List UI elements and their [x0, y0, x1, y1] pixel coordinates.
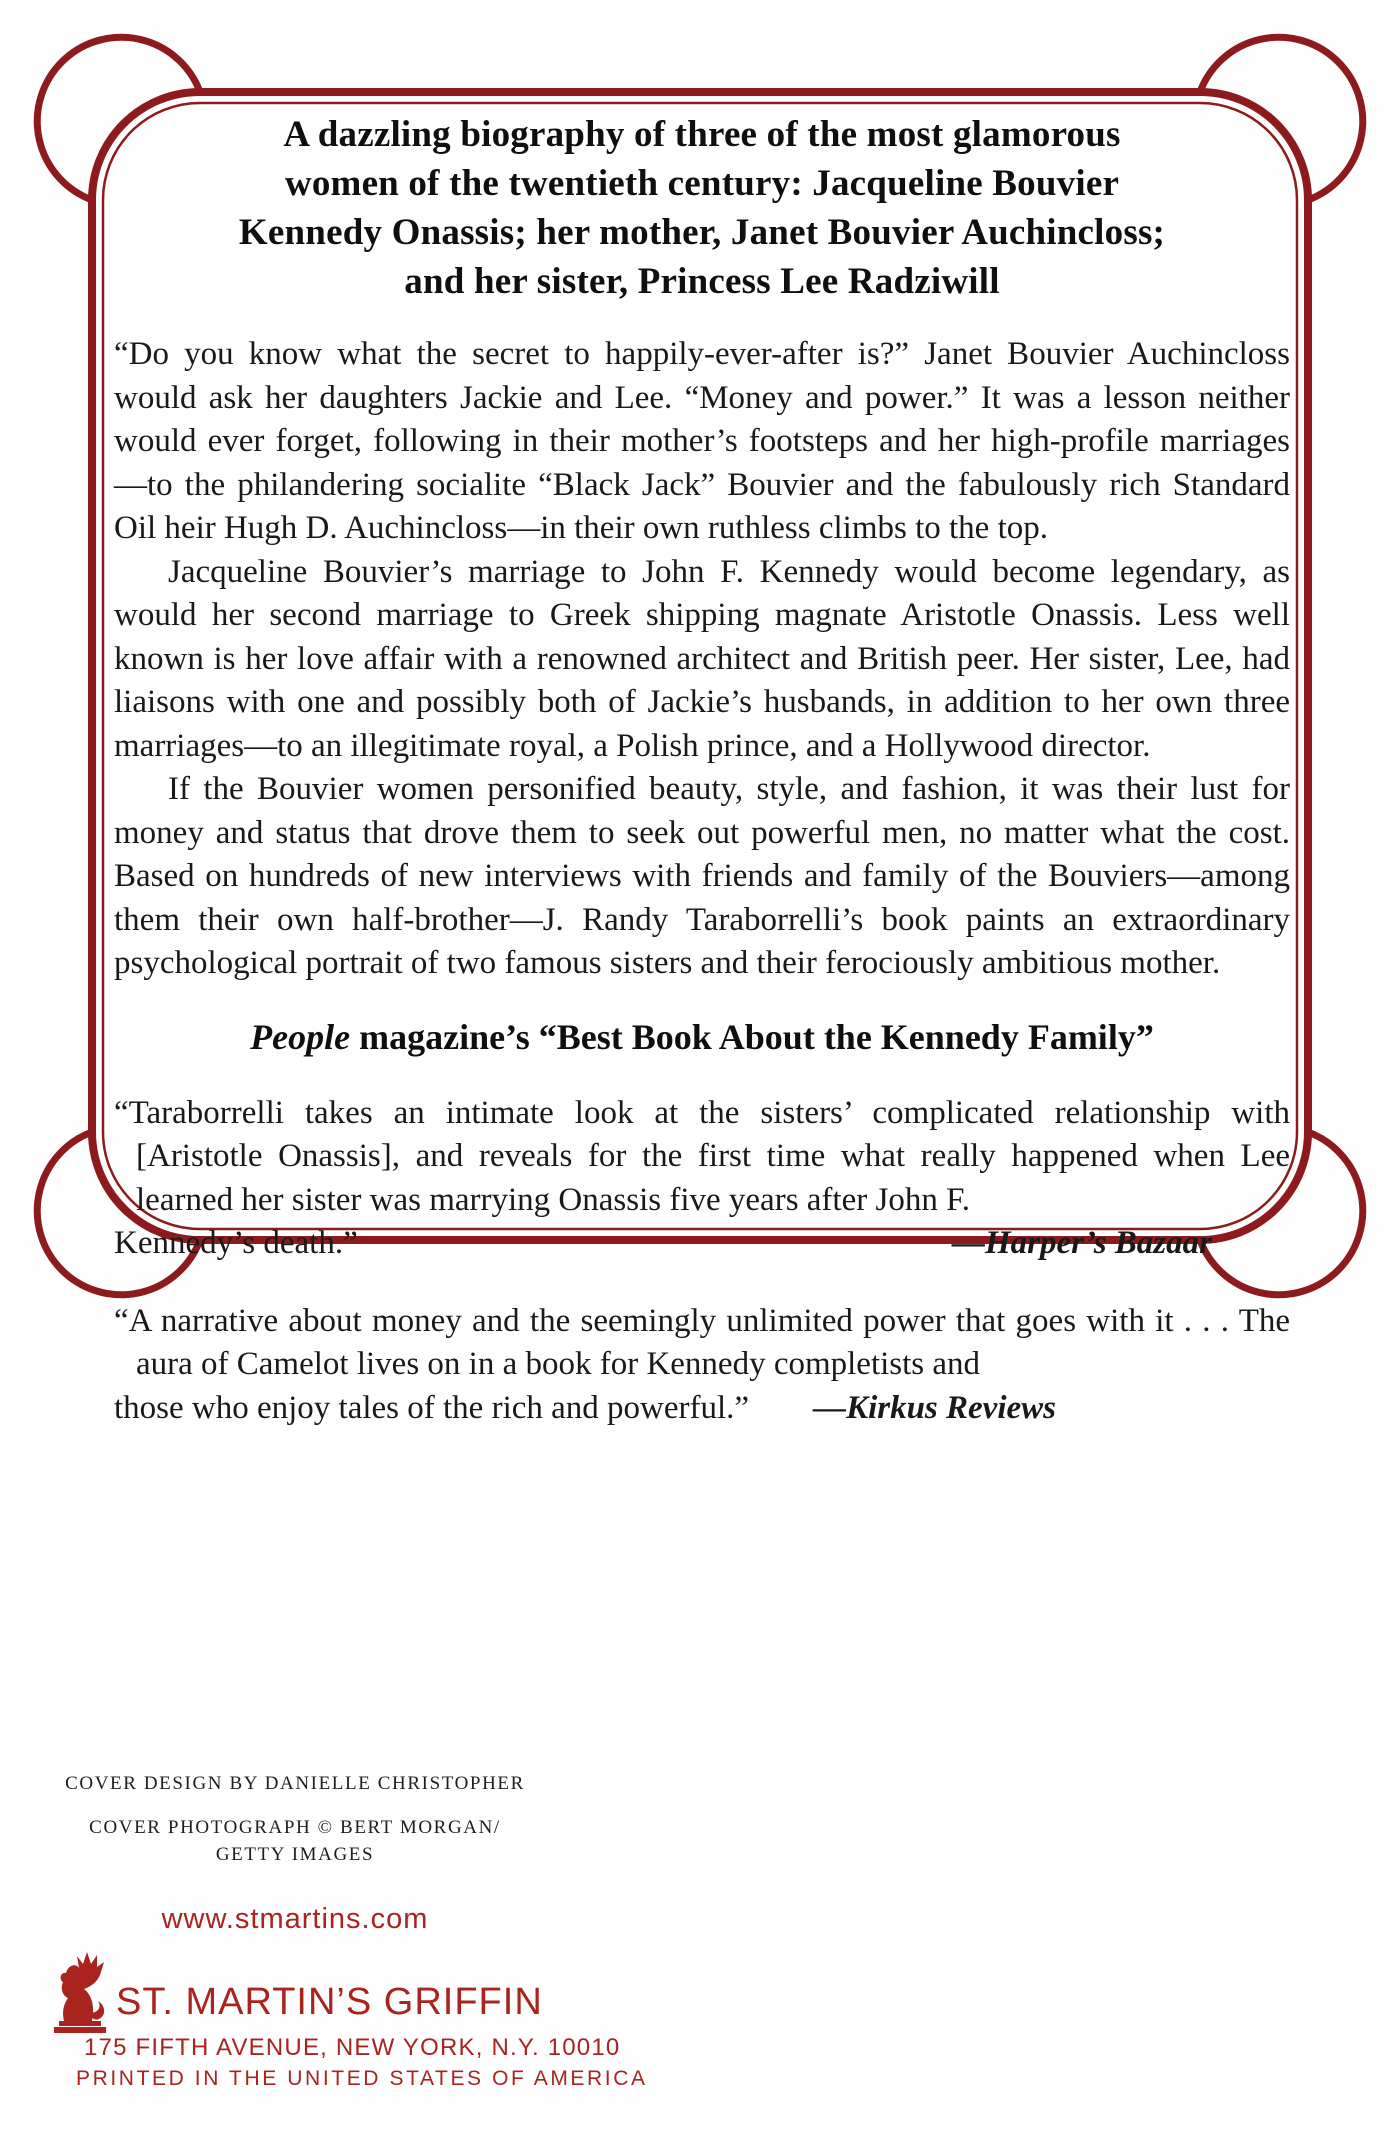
- cover-copy: [114, 0, 1290, 1430]
- publisher-name: ST. MARTIN’S GRIFFIN: [116, 1981, 543, 2023]
- quote-last-line: [114, 1387, 1290, 1431]
- cover-photo-credit-2: GETTY IMAGES: [215, 1844, 375, 1865]
- cover-photo-credit: COVER PHOTOGRAPH © BERT MORGAN/: [89, 1817, 501, 1838]
- publisher-address: 175 FIFTH AVENUE, NEW YORK, N.Y. 10010: [84, 2034, 621, 2061]
- synopsis-paragraph: Jacqueline Bouvier’s marriage to John F. Kennedy would become legendary, as would her second marriage to Greek shipping magnate Aristotle Onassis. Less well known is her love affair with a renowned architect and British peer. Her sister, Lee, had liaisons with one and possibly both of Jackie’s husbands, in addition to her own three marriages—to an illegitimate royal, a Polish prince, and a Hollywood director.: [114, 553, 1290, 764]
- griffin-logo-icon: [50, 1951, 110, 2035]
- headline-line: Kennedy Onassis; her mother, Janet Bouvier Auchincloss;: [238, 212, 1166, 253]
- synopsis-paragraph: “Do you know what the secret to happily-ever-after is?” Janet Bouvier Auchincloss would ask her daughters Jackie and Lee. “Money and power.” It was a lesson neither would ever forget, following in their mother’s footsteps and her high-profile marriages—to the philandering socialite “Black Jack” Bouvier and the fabulously rich Standard Oil heir Hugh D. Auchincloss—in their own ruthless climbs to the top.: [114, 336, 1290, 546]
- award-line: [114, 1016, 1290, 1058]
- award-text: magazine’s “Best Book About the Kennedy Family”: [350, 1016, 1154, 1057]
- cover-credits: [56, 1770, 534, 1868]
- review-quote-kirkus: [114, 1300, 1290, 1431]
- magazine-name: People: [250, 1016, 351, 1057]
- quote-attribution: —Kirkus Reviews: [813, 1389, 1057, 1426]
- publisher-website: www.stmartins.com: [161, 1903, 429, 1935]
- headline-line: A dazzling biography of three of the most glamorous: [283, 114, 1121, 155]
- quote-text: “Taraborrelli takes an intimate look at the sisters’ complicated relationship with [Aristotle Onassis], and reveals for the first time what really happened when Lee learned her sister was marrying Onassis five years after John F.: [114, 1094, 1290, 1218]
- headline: [114, 110, 1290, 306]
- headline-line: and her sister, Princess Lee Radziwill: [404, 261, 1000, 302]
- quote-text-end: Kennedy’s death.”: [114, 1225, 358, 1261]
- synopsis: [114, 333, 1290, 986]
- quote-text-end: those who enjoy tales of the rich and powerful.”: [114, 1389, 750, 1426]
- headline-line: women of the twentieth century: Jacqueline Bouvier: [284, 163, 1120, 204]
- printed-in-line: PRINTED IN THE UNITED STATES OF AMERICA: [76, 2067, 648, 2090]
- review-quote-harpers-bazaar: [114, 1092, 1290, 1266]
- quote-text: “A narrative about money and the seemingly unlimited power that goes with it . . . The aura of Camelot lives on in a book for Kennedy completists and: [114, 1302, 1290, 1382]
- quote-attribution: —Harper’s Bazaar: [951, 1225, 1212, 1261]
- quote-last-line: [114, 1222, 1290, 1266]
- synopsis-paragraph: If the Bouvier women personified beauty, style, and fashion, it was their lust for money and status that drove them to seek out powerful men, no matter what the cost. Based on hundreds of new interviews with friends and family of the Bouviers—among them their own half-brother—J. Randy Taraborrelli’s book paints an extraordinary psychological portrait of two famous sisters and their ferociously ambitious mother.: [114, 771, 1290, 981]
- cover-design-credit: COVER DESIGN BY DANIELLE CHRISTOPHER: [65, 1773, 525, 1794]
